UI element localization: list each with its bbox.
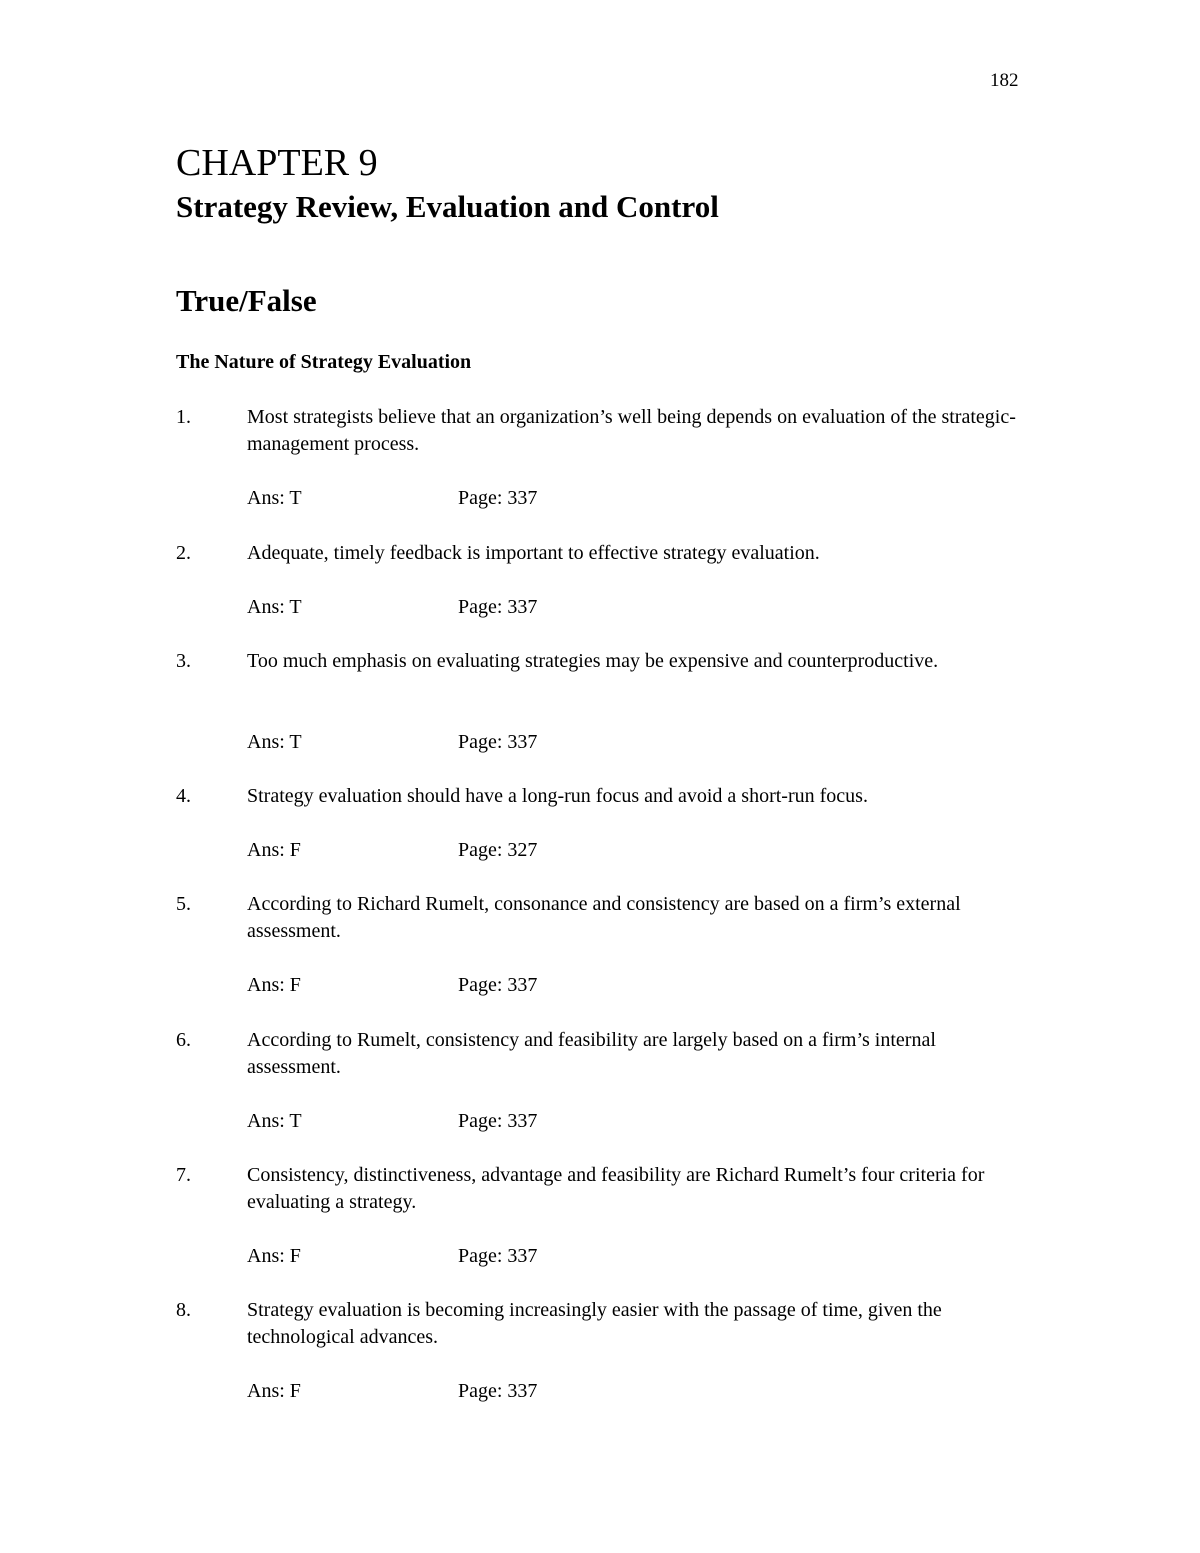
question-text: Consistency, distinctiveness, advantage and feasibility are Richard Rumelt’s four criteria for evaluating a strategy. — [247, 1164, 985, 1213]
question-item — [176, 1297, 1036, 1351]
question-number: 1. — [176, 406, 191, 428]
question-text: According to Richard Rumelt, consonance and consistency are based on a firm’s external assessment. — [247, 893, 961, 942]
question-item — [176, 648, 1036, 675]
answer-row — [247, 1378, 537, 1405]
answer-value: Ans: T — [247, 487, 302, 509]
question-item — [176, 404, 1036, 458]
question-text: Most strategists believe that an organization’s well being depends on evaluation of the strategic-management process. — [247, 406, 1016, 455]
question-text: According to Rumelt, consistency and feasibility are largely based on a firm’s internal assessment. — [247, 1029, 936, 1078]
question-number: 2. — [176, 542, 191, 564]
question-item — [176, 783, 1036, 810]
question-text: Strategy evaluation is becoming increasingly easier with the passage of time, given the technological advances. — [247, 1299, 942, 1348]
section-title: True/False — [176, 283, 317, 318]
page-number: 182 — [990, 70, 1019, 91]
question-number: 6. — [176, 1029, 191, 1051]
page-reference: Page: 337 — [458, 974, 538, 996]
subsection-title: The Nature of Strategy Evaluation — [176, 351, 472, 373]
page-reference: Page: 337 — [458, 1110, 538, 1132]
answer-row — [247, 972, 537, 999]
page-reference: Page: 337 — [458, 731, 538, 753]
answer-value: Ans: F — [247, 1380, 301, 1402]
page-reference: Page: 337 — [458, 1245, 538, 1267]
answer-value: Ans: F — [247, 1245, 301, 1267]
page-reference: Page: 327 — [458, 839, 538, 861]
answer-value: Ans: T — [247, 596, 302, 618]
page-reference: Page: 337 — [458, 596, 538, 618]
answer-row — [247, 1243, 537, 1270]
answer-value: Ans: F — [247, 974, 301, 996]
question-number: 7. — [176, 1164, 191, 1186]
answer-row — [247, 729, 537, 756]
question-text: Strategy evaluation should have a long-run focus and avoid a short-run focus. — [247, 785, 868, 807]
question-text: Too much emphasis on evaluating strategies may be expensive and counterproductive. — [247, 650, 939, 672]
answer-row — [247, 485, 537, 512]
chapter-subtitle: Strategy Review, Evaluation and Control — [176, 189, 719, 224]
question-number: 8. — [176, 1299, 191, 1321]
question-item — [176, 540, 1036, 567]
answer-value: Ans: T — [247, 731, 302, 753]
chapter-title: CHAPTER 9 — [176, 142, 378, 184]
answer-value: Ans: F — [247, 839, 301, 861]
answer-row — [247, 1108, 537, 1135]
page-reference: Page: 337 — [458, 487, 538, 509]
question-item — [176, 1027, 1036, 1081]
question-item — [176, 1162, 1036, 1216]
answer-row — [247, 594, 537, 621]
question-item — [176, 891, 1036, 945]
question-number: 5. — [176, 893, 191, 915]
question-text: Adequate, timely feedback is important to effective strategy evaluation. — [247, 542, 820, 564]
question-number: 3. — [176, 650, 191, 672]
question-number: 4. — [176, 785, 191, 807]
answer-row — [247, 837, 537, 864]
page-reference: Page: 337 — [458, 1380, 538, 1402]
answer-value: Ans: T — [247, 1110, 302, 1132]
